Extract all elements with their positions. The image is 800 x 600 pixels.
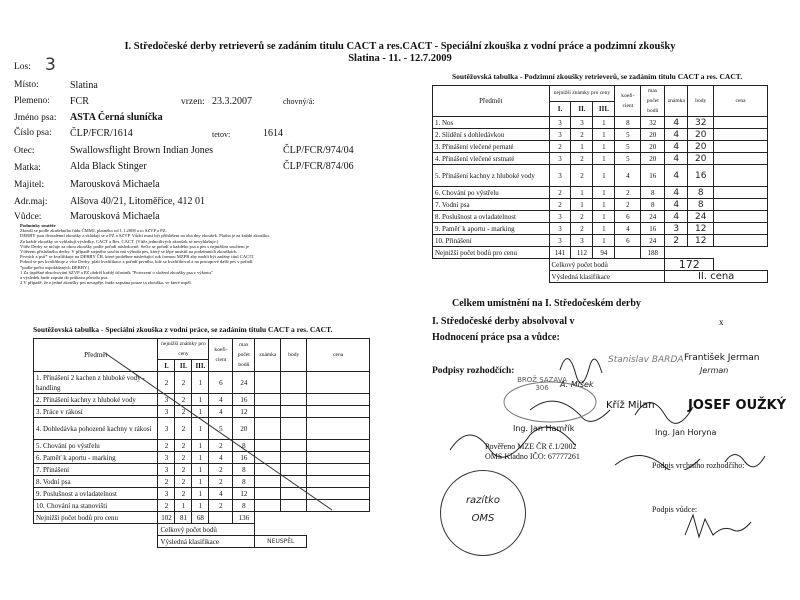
otec-number: ČLP/FCR/974/04 (283, 145, 354, 156)
table-row (433, 211, 768, 223)
row-znamka: 2 (665, 235, 688, 247)
row-znamka: 4 (665, 117, 688, 129)
row-c2: 2 (175, 440, 192, 452)
celkovy-label: Celkový počet bodů (549, 259, 665, 271)
row-max: 8 (641, 187, 665, 199)
row-max: 20 (641, 153, 665, 165)
col-header-body: body (688, 86, 714, 117)
row-max: 8 (233, 476, 255, 488)
col-header-cena: cena (307, 339, 370, 372)
min-label: Nejnižší počet bodů pro cenu (34, 512, 158, 524)
right-score-table (432, 85, 768, 283)
row-c1: 3 (549, 223, 571, 235)
row-koef: 6 (615, 211, 641, 223)
misto-value: Slatina (70, 80, 98, 91)
row-c2: 1 (571, 199, 593, 211)
row-c2: 2 (175, 418, 192, 440)
row-koef: 4 (209, 488, 233, 500)
row-znamka: 4 (665, 153, 688, 165)
row-c3: 1 (192, 418, 209, 440)
row-max: 16 (233, 452, 255, 464)
vysledna-label: Výsledná klasifikace (158, 536, 255, 548)
otec-value: Swallowsflight Brown Indian Jones (70, 145, 214, 156)
jmeno-label: Jméno psa: (14, 113, 57, 123)
row-koef: 4 (209, 394, 233, 406)
row-c1: 3 (158, 418, 175, 440)
table-row (433, 117, 768, 129)
row-c1: 3 (158, 488, 175, 500)
row-c2: 2 (175, 488, 192, 500)
row-name: 1. Přinášení 2 kachen z hluboké vody -handling (34, 372, 158, 394)
row-c2: 2 (175, 452, 192, 464)
tetov-value: 1614 (263, 128, 283, 139)
rules-line: DERBY jsou dvoudenní zkoušky a skládají se z PZ a SZVP. Vůdci musí být přihlášeni na oba dny zkoušek. Platba je za každé zkoušku. (20, 233, 270, 239)
row-name: 6. Paměť k aportu - marking (34, 452, 158, 464)
row-max: 12 (233, 406, 255, 418)
col-header-body: body (281, 339, 307, 372)
col-header-c2: II. (175, 360, 192, 372)
row-c3: 1 (192, 394, 209, 406)
row-koef: 2 (209, 500, 233, 512)
row-name: 5. Přinášení kachny z hluboké vody (433, 165, 550, 187)
min-max: 188 (641, 247, 665, 259)
tetov-label: tetov: (212, 130, 231, 139)
row-name: 2. Slídění s dohledávkou (433, 129, 550, 141)
row-c3: 1 (192, 500, 209, 512)
row-c1: 2 (158, 476, 175, 488)
row-c3: 1 (192, 452, 209, 464)
row-koef: 5 (615, 129, 641, 141)
rules-line: Zkouší se podle zkušebního řádu ČMMJ, platného od 1.1.2008 a to SZVP a PZ. (20, 228, 167, 234)
row-c3: 1 (593, 211, 615, 223)
row-znamka: 3 (665, 223, 688, 235)
misto-label: Místo: (14, 80, 39, 90)
row-body: 32 (688, 117, 714, 129)
row-c2: 1 (571, 141, 593, 153)
col-header-znamka: známka (255, 339, 281, 372)
row-max: 12 (233, 488, 255, 500)
row-body: 8 (688, 187, 714, 199)
row-c2: 2 (175, 394, 192, 406)
min-max: 136 (233, 512, 255, 524)
podpisy-label: Podpisy rozhodčích: (432, 366, 515, 376)
row-koef: 4 (209, 406, 233, 418)
min-c3: 94 (593, 247, 615, 259)
rules-line: Prvních x psů* se kvalifikuje na DERBY ČR, které proběhne následující rok formou MZPR aby mohli být zadány titul CACIT. (20, 254, 255, 260)
derby-absolvoval-x: x (719, 317, 724, 327)
judge-hamrik: Ing. Jan Hamřík (513, 424, 575, 433)
row-max: 8 (233, 440, 255, 452)
left-table-title: Soutěžovská tabulka - Speciální zkouška z vodní práce, se zadáním titulu CACT a res. CACT. (33, 325, 333, 334)
row-max: 8 (641, 199, 665, 211)
row-c3: 1 (192, 372, 209, 394)
col-header-ceny: nejnižší známky pro ceny (158, 339, 209, 360)
row-koef: 4 (209, 452, 233, 464)
row-c3: 1 (593, 141, 615, 153)
row-c2: 2 (175, 476, 192, 488)
row-c3: 1 (593, 153, 615, 165)
table-row (433, 153, 768, 165)
plemeno-label: Plemeno: (14, 96, 50, 106)
majitel-label: Majitel: (14, 180, 45, 190)
row-znamka: 4 (665, 165, 688, 187)
row-name: 3. Práce v rákosí (34, 406, 158, 418)
row-c2: 2 (571, 211, 593, 223)
matka-label: Matka: (14, 163, 41, 173)
cislo-value: ČLP/FCR/1614 (70, 128, 133, 139)
col-header-koef: koefi-cient (615, 86, 641, 117)
los-label: Los: (14, 62, 31, 72)
row-c2: 2 (571, 223, 593, 235)
min-c2: 81 (175, 512, 192, 524)
row-max: 20 (641, 129, 665, 141)
row-name: 1. Nos (433, 117, 550, 129)
otec-label: Otec: (14, 146, 35, 156)
row-max: 8 (233, 464, 255, 476)
plemeno-value: FCR (70, 96, 89, 107)
stamp-circle-text1: razítko (465, 495, 501, 506)
row-c1: 3 (549, 117, 571, 129)
chovny-label: chovný/á: (283, 97, 315, 106)
row-c1: 2 (549, 141, 571, 153)
row-c1: 2 (549, 187, 571, 199)
row-name: 2. Přinášení kachny z hluboké vody (34, 394, 158, 406)
vrchni-signature-label: Podpis vrchního rozhodčího: (652, 461, 745, 470)
vudce-label: Vůdce: (14, 212, 42, 222)
col-header-ceny: nejnižší známky pro ceny (549, 86, 615, 102)
row-c1: 2 (158, 440, 175, 452)
row-c1: 3 (158, 394, 175, 406)
stamp-circle-text2: OMS (471, 513, 495, 524)
col-header-c3: III. (192, 360, 209, 372)
jmeno-value: ASTA Černá sluníčka (70, 112, 163, 123)
row-koef: 2 (209, 440, 233, 452)
majitel-value: Marousková Michaela (70, 179, 160, 190)
row-c1: 3 (549, 235, 571, 247)
row-c3: 1 (593, 129, 615, 141)
row-znamka: 4 (665, 187, 688, 199)
cislo-label: Číslo psa: (14, 128, 52, 138)
row-c3: 1 (593, 117, 615, 129)
judge-jerman-name: František Jerman (684, 353, 760, 363)
row-max: 16 (233, 394, 255, 406)
col-header-c2: II. (571, 101, 593, 117)
min-c3: 68 (192, 512, 209, 524)
celkovy-label: Celkový počet bodů (158, 524, 255, 536)
row-max: 24 (233, 372, 255, 394)
row-koef: 6 (615, 235, 641, 247)
col-header-c3: III. (593, 101, 615, 117)
row-c3: 1 (192, 440, 209, 452)
los-value: 3 (45, 55, 56, 75)
row-body: 20 (688, 141, 714, 153)
col-header-predmet: Předmět (34, 339, 158, 372)
row-max: 8 (233, 500, 255, 512)
row-c3: 1 (192, 464, 209, 476)
row-znamka: 4 (665, 211, 688, 223)
judge-jerman-signature: Jerman (700, 366, 729, 375)
judge-misek: A. Míšek (560, 380, 594, 389)
matka-value: Alda Black Stinger (70, 161, 147, 172)
rules-line: 2 V případě, že z jedné zkoušky pes neuspěje, bude zapsána pouze ta zkouška, ve které uspěl. (20, 280, 192, 286)
row-max: 20 (233, 418, 255, 440)
row-c3: 1 (593, 235, 615, 247)
col-header-znamka: známka (665, 86, 688, 117)
min-c1: 141 (549, 247, 571, 259)
matka-number: ČLP/FCR/874/06 (283, 161, 354, 172)
row-c3: 1 (192, 406, 209, 418)
page-subtitle: Slatina - 11. - 12.7.2009 (348, 53, 452, 64)
row-body: 24 (688, 211, 714, 223)
col-header-koef: koefi-cient (209, 339, 233, 372)
row-koef: 5 (615, 141, 641, 153)
row-max: 20 (641, 141, 665, 153)
col-header-cena: cena (714, 86, 768, 117)
vysledna-label: Výsledná klasifikace (549, 271, 665, 283)
row-max: 16 (641, 223, 665, 235)
row-koef: 4 (615, 165, 641, 187)
row-c3: 1 (593, 199, 615, 211)
rules-line: 1 Za úspěšné absolvování SZVP a PZ obdrží každý účastník "Potvrzení o složení zkoušky psa z výkonu" (20, 269, 213, 275)
row-body: 20 (688, 153, 714, 165)
row-c3: 1 (192, 488, 209, 500)
row-max: 24 (641, 235, 665, 247)
stamp-line1: Pověřeno MZE ČR č.1/2002 (485, 442, 577, 451)
row-c2: 2 (175, 464, 192, 476)
round-stamp (440, 470, 526, 556)
row-koef: 8 (615, 117, 641, 129)
table-row (433, 129, 768, 141)
min-c2: 112 (571, 247, 593, 259)
row-name: 10. Chování na stanovišti (34, 500, 158, 512)
row-c2: 2 (571, 129, 593, 141)
row-body: 20 (688, 129, 714, 141)
row-znamka: 4 (665, 199, 688, 211)
rules-line: Pokud se pes kvalifikuje z více Derby, platí kvalifikace z pořadí prvního, kde se kvalifikoval a na postupové další pes v pořadí. (20, 259, 254, 265)
table-row (433, 223, 768, 235)
hodnoceni-label: Hodnocení práce psa a vůdce: (432, 332, 560, 343)
row-koef: 2 (209, 464, 233, 476)
row-name: 4. Přinášení vlečené srstnaté (433, 153, 550, 165)
row-c3: 1 (593, 223, 615, 235)
row-c2: 3 (571, 235, 593, 247)
strike-line (100, 345, 340, 515)
row-max: 16 (641, 165, 665, 187)
row-c2: 3 (571, 117, 593, 129)
row-name: 7. Vodní psa (433, 199, 550, 211)
row-c1: 3 (549, 129, 571, 141)
min-c1: 102 (158, 512, 175, 524)
placement-heading: Celkem umístnění na I. Středočeském derby (452, 298, 641, 309)
table-row (433, 235, 768, 247)
judge-horyna: Ing. Jan Horyna (655, 428, 717, 437)
adr-label: Adr.maj: (14, 197, 48, 207)
row-c1: 3 (158, 406, 175, 418)
row-max: 32 (641, 117, 665, 129)
vrzen-value: 23.3.2007 (212, 96, 252, 107)
row-c1: 2 (549, 199, 571, 211)
row-koef: 2 (209, 476, 233, 488)
table-row (433, 199, 768, 211)
row-koef: 6 (209, 372, 233, 394)
row-body: 12 (688, 223, 714, 235)
row-name: 3. Přinášení vlečené pernaté (433, 141, 550, 153)
row-c3: 1 (593, 187, 615, 199)
min-points-row (433, 247, 768, 259)
row-name: 6. Chování po výstřelu (433, 187, 550, 199)
row-c2: 2 (175, 372, 192, 394)
row-c1: 2 (158, 372, 175, 394)
row-name: 4. Dohledávka pohozené kachny v rákosí (34, 418, 158, 440)
row-znamka: 4 (665, 141, 688, 153)
row-c1: 3 (158, 452, 175, 464)
row-c3: 1 (192, 476, 209, 488)
row-koef: 4 (615, 223, 641, 235)
rules-line: Za každé zkoušky se vyhlašují výsledky, CACT a Res. CACT. (Vítěz jednotlivých zkoušek se nevyhlašuje.) (20, 238, 219, 244)
row-koef: 2 (615, 187, 641, 199)
row-c1: 3 (549, 165, 571, 187)
row-max: 24 (641, 211, 665, 223)
row-c1: 2 (158, 500, 175, 512)
vysledna-value: II. cena (665, 271, 768, 283)
vysledna-value: NEUSPĚL (255, 536, 307, 548)
right-table-title: Soutěžovská tabulka - Podzimní zkoušky retrieverů, se zadáním titulu CACT a res. CACT. (452, 72, 743, 81)
vrzen-label: vrzen: (181, 97, 205, 107)
row-c2: 1 (571, 187, 593, 199)
row-name: 7. Přinášení (34, 464, 158, 476)
row-c1: 3 (549, 211, 571, 223)
rules-line: Vítězem příslušného derby. V případě stejného součtu má výhodu pes, který se lépe umístil na podzimních zkouškách. (20, 249, 238, 255)
col-header-predmet: Předmět (433, 86, 550, 117)
celkovy-value: 172 (665, 259, 714, 271)
row-c2: 2 (571, 153, 593, 165)
row-c3: 1 (593, 165, 615, 187)
rules-line: a výsledek bude zapsán do průkazu původu psa. (20, 275, 109, 281)
rules-block (20, 223, 320, 285)
table-row (433, 141, 768, 153)
row-c1: 3 (158, 464, 175, 476)
judge-barda: Stanislav BARDA (608, 355, 684, 365)
row-koef: 5 (615, 153, 641, 165)
vudce-value: Marousková Michaela (70, 211, 160, 222)
derby-absolvoval: I. Středočeské derby absolvoval v (432, 316, 575, 327)
col-header-max: max počet bodů (641, 86, 665, 117)
judge-kriz: Kříž Milan (606, 400, 655, 411)
adr-value: Alšova 40/21, Litoměřice, 412 01 (70, 196, 205, 207)
judge-ouzky: JOSEF OUŽKÝ (688, 398, 787, 413)
stamp-broz: BROŽ SAZAVA 306 (517, 376, 567, 392)
col-header-c1: I. (549, 101, 571, 117)
row-koef: 2 (615, 199, 641, 211)
col-header-c1: I. (158, 360, 175, 372)
min-label: Nejnižší počet bodů pro cenu (433, 247, 550, 259)
table-row (433, 187, 768, 199)
col-header-max: max počet bodů (233, 339, 255, 372)
rules-line: Vítěz Derby se určuje za obou zkoušky podle pořadí následovně: Sečte se pořadí u každého psa a pes s nejnižším součtem je (20, 243, 249, 249)
row-c2: 2 (175, 406, 192, 418)
stamp-line2: OMS Kladno IČO: 67777261 (485, 452, 580, 461)
row-c1: 3 (549, 153, 571, 165)
row-name: 9. Poslušnost a ovladatelnost (34, 488, 158, 500)
row-c2: 1 (175, 500, 192, 512)
row-koef: 5 (209, 418, 233, 440)
row-name: 5. Chování po výstřelu (34, 440, 158, 452)
row-body: 8 (688, 199, 714, 211)
rules-line: *podle počtu uspořádaných DERBY.) (20, 264, 90, 270)
row-body: 12 (688, 235, 714, 247)
row-body: 16 (688, 165, 714, 187)
row-name: 9. Paměť k aportu - marking (433, 223, 550, 235)
rules-heading: Podmínky soutěže (20, 223, 56, 228)
table-row (433, 165, 768, 187)
row-znamka: 4 (665, 129, 688, 141)
row-name: 10. Přinášení (433, 235, 550, 247)
row-name: 8. Poslušnost a ovladatelnost (433, 211, 550, 223)
vudce-signature-graphic (680, 505, 760, 545)
page-title: I. Středočeské derby retrieverů se zadáním titulu CACT a res.CACT - Speciální zkouška z vodní práce a podzimní zkoušky (124, 41, 676, 52)
row-name: 8. Vodní psa (34, 476, 158, 488)
vudce-signature-label: Podpis vůdce: (652, 505, 698, 514)
row-c2: 2 (571, 165, 593, 187)
